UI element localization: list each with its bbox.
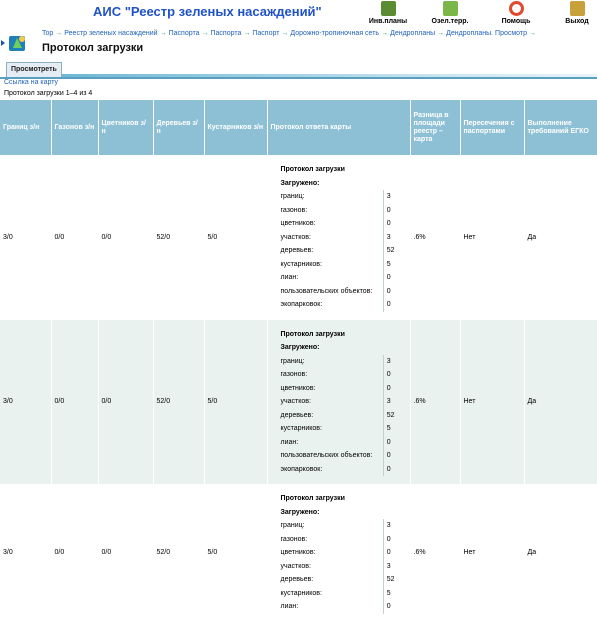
protocol-item xyxy=(278,436,398,450)
breadcrumb-link[interactable]: Паспорт xyxy=(252,30,280,37)
breadcrumb xyxy=(42,30,538,37)
protocol-item-label: газонов: xyxy=(280,371,308,379)
protocol-item-value: 0 xyxy=(383,600,397,614)
protocol-item-value: 0 xyxy=(383,449,397,463)
nav-button-inventory-plans[interactable] xyxy=(358,0,418,27)
column-header-egko[interactable]: Выполнение требований ЕГКО xyxy=(524,100,597,155)
tab-underline xyxy=(0,77,597,79)
green-territory-icon xyxy=(443,1,458,16)
protocol-item xyxy=(278,285,398,299)
protocol-item xyxy=(278,355,398,369)
cell-shrubs: 5/0 xyxy=(204,155,267,320)
cell-borders: 3/0 xyxy=(0,155,51,320)
protocol-item xyxy=(278,395,398,409)
protocol-item-label: пользовательских объектов: xyxy=(280,452,373,460)
protocol-item xyxy=(278,546,398,560)
cell-lawns: 0/0 xyxy=(51,155,98,320)
breadcrumb-bar xyxy=(0,27,597,61)
cell-shrubs: 5/0 xyxy=(204,484,267,622)
protocol-loaded-label: Загружено: xyxy=(280,508,320,516)
protocol-item-label: газонов: xyxy=(280,535,308,543)
app-title: АИС "Реестр зеленых насаждений" xyxy=(93,4,322,19)
collapse-arrow-icon[interactable] xyxy=(1,40,5,46)
breadcrumb-separator-icon: → xyxy=(243,30,251,37)
protocol-item-value: 0 xyxy=(383,546,397,560)
protocol-item xyxy=(278,573,398,587)
protocol-item-value: 5 xyxy=(383,422,397,436)
protocol-item xyxy=(278,463,398,477)
protocol-item-label: лиан: xyxy=(280,438,299,446)
protocol-item xyxy=(278,382,398,396)
cell-area-diff: .6% xyxy=(410,320,460,485)
breadcrumb-link[interactable]: Реестр зеленых насаждений xyxy=(64,30,158,37)
protocol-item xyxy=(278,258,398,272)
column-header-trees[interactable]: Деревьев з/н xyxy=(153,100,204,155)
cell-trees: 52/0 xyxy=(153,320,204,485)
protocol-item-label: границ: xyxy=(280,522,305,530)
protocol-item-value: 52 xyxy=(383,409,397,423)
protocol-item xyxy=(278,587,398,601)
cell-intersections: Нет xyxy=(460,484,524,622)
protocol-item-label: лиан: xyxy=(280,274,299,282)
protocol-item-value: 5 xyxy=(383,258,397,272)
protocol-item xyxy=(278,533,398,547)
nav-button-exit[interactable] xyxy=(547,0,597,27)
tab-strip xyxy=(0,62,597,77)
breadcrumb-link[interactable]: Top xyxy=(42,30,54,37)
cell-area-diff: .6% xyxy=(410,155,460,320)
protocol-item-value: 0 xyxy=(383,463,397,477)
protocol-item xyxy=(278,190,398,204)
cell-trees: 52/0 xyxy=(153,155,204,320)
protocol-item-label: кустарников: xyxy=(280,589,322,597)
column-header-intersections[interactable]: Пересечения с паспортами xyxy=(460,100,524,155)
cell-lawns: 0/0 xyxy=(51,320,98,485)
protocol-loaded-label: Загружено: xyxy=(280,344,320,352)
column-header-shrubs[interactable]: Кустарников з/н xyxy=(204,100,267,155)
protocol-title: Протокол загрузки xyxy=(280,330,345,338)
protocol-item-value: 3 xyxy=(383,231,397,245)
cell-area-diff: .6% xyxy=(410,484,460,622)
nav-label: Выход xyxy=(565,18,589,25)
cell-egko: Да xyxy=(524,155,597,320)
page-title: Протокол загрузки xyxy=(42,42,144,54)
cell-protocol xyxy=(267,155,410,320)
help-lifebuoy-icon xyxy=(509,1,524,16)
cell-egko: Да xyxy=(524,484,597,622)
protocol-item-value: 52 xyxy=(383,573,397,587)
exit-door-icon xyxy=(570,1,585,16)
breadcrumb-link[interactable]: Паспорта xyxy=(168,30,200,37)
protocol-summary xyxy=(278,163,398,312)
column-header-lawns[interactable]: Газонов з/н xyxy=(51,100,98,155)
protocol-item-value: 3 xyxy=(383,560,397,574)
protocol-item xyxy=(278,422,398,436)
breadcrumb-link[interactable]: Паспорта xyxy=(210,30,242,37)
protocol-item-value: 0 xyxy=(383,298,397,312)
cell-protocol xyxy=(267,484,410,622)
protocol-item-value: 0 xyxy=(383,204,397,218)
protocol-item xyxy=(278,368,398,382)
breadcrumb-separator-icon: → xyxy=(55,30,63,37)
cell-flowerbeds: 0/0 xyxy=(98,484,153,622)
protocol-item xyxy=(278,409,398,423)
cell-flowerbeds: 0/0 xyxy=(98,320,153,485)
protocol-item-label: границ: xyxy=(280,357,305,365)
table-row[interactable] xyxy=(0,320,597,485)
protocol-item-value: 0 xyxy=(383,285,397,299)
nav-button-help[interactable] xyxy=(486,0,546,27)
protocol-item-value: 0 xyxy=(383,436,397,450)
column-header-protocol[interactable]: Протокол ответа карты xyxy=(267,100,410,155)
top-bar xyxy=(0,0,597,27)
protocol-item-label: участков: xyxy=(280,562,311,570)
protocol-item-value: 0 xyxy=(383,533,397,547)
registry-logo-icon xyxy=(7,31,29,53)
protocol-item-value: 0 xyxy=(383,217,397,231)
protocol-title: Протокол загрузки xyxy=(280,495,345,503)
protocol-loaded-label: Загружено: xyxy=(280,179,320,187)
breadcrumb-link[interactable]: Дорожно-тропиночная сеть xyxy=(290,30,380,37)
cell-shrubs: 5/0 xyxy=(204,320,267,485)
protocol-item xyxy=(278,449,398,463)
protocol-item-label: участков: xyxy=(280,233,311,241)
protocol-item-label: кустарников: xyxy=(280,260,322,268)
protocol-item xyxy=(278,600,398,614)
protocol-item xyxy=(278,560,398,574)
protocol-item xyxy=(278,271,398,285)
protocol-item-label: цветников: xyxy=(280,549,316,557)
protocol-item-label: цветников: xyxy=(280,220,316,228)
protocol-item-label: цветников: xyxy=(280,384,316,392)
protocol-item-label: деревьев: xyxy=(280,576,314,584)
map-link[interactable]: Ссылка на карту xyxy=(4,79,59,86)
protocol-item-value: 52 xyxy=(383,244,397,258)
cell-borders: 3/0 xyxy=(0,484,51,622)
tab-view[interactable]: Просмотреть xyxy=(6,62,62,77)
protocol-item-value: 3 xyxy=(383,190,397,204)
inventory-plans-icon xyxy=(381,1,396,16)
nav-label: Инв.планы xyxy=(368,18,408,25)
protocol-item-value: 3 xyxy=(383,395,397,409)
protocol-item-value: 0 xyxy=(383,368,397,382)
upload-protocol-table xyxy=(0,100,597,622)
record-counter: Протокол загрузки 1–4 из 4 xyxy=(4,90,93,97)
cell-trees: 52/0 xyxy=(153,484,204,622)
protocol-summary xyxy=(278,492,398,614)
protocol-item-value: 3 xyxy=(383,519,397,533)
protocol-item-label: деревьев: xyxy=(280,247,314,255)
protocol-item-label: границ: xyxy=(280,193,305,201)
table-header-row xyxy=(0,100,597,155)
cell-intersections: Нет xyxy=(460,320,524,485)
cell-lawns: 0/0 xyxy=(51,484,98,622)
breadcrumb-separator-icon: → xyxy=(281,30,289,37)
protocol-item xyxy=(278,231,398,245)
breadcrumb-separator-icon: → xyxy=(529,30,537,37)
protocol-item xyxy=(278,217,398,231)
protocol-summary xyxy=(278,328,398,477)
protocol-item xyxy=(278,519,398,533)
cell-borders: 3/0 xyxy=(0,320,51,485)
cell-egko: Да xyxy=(524,320,597,485)
protocol-item-label: экопарковок: xyxy=(280,301,323,309)
breadcrumb-link[interactable]: Дендропланы. Просмотр xyxy=(446,30,528,37)
protocol-item-label: экопарковок: xyxy=(280,465,323,473)
breadcrumb-separator-icon: → xyxy=(437,30,445,37)
protocol-item-label: газонов: xyxy=(280,206,308,214)
cell-protocol xyxy=(267,320,410,485)
nav-label: Озел.терр. xyxy=(431,18,469,25)
protocol-item-label: участков: xyxy=(280,398,311,406)
protocol-item-label: кустарников: xyxy=(280,425,322,433)
column-header-flowerbeds[interactable]: Цветников з/н xyxy=(98,100,153,155)
protocol-title: Протокол загрузки xyxy=(280,166,345,174)
protocol-item-value: 3 xyxy=(383,355,397,369)
protocol-item-label: деревьев: xyxy=(280,411,314,419)
breadcrumb-separator-icon: → xyxy=(381,30,389,37)
protocol-item xyxy=(278,244,398,258)
protocol-item-value: 0 xyxy=(383,382,397,396)
protocol-item-label: пользовательских объектов: xyxy=(280,287,373,295)
protocol-item-value: 5 xyxy=(383,587,397,601)
table-row[interactable] xyxy=(0,155,597,320)
protocol-item xyxy=(278,204,398,218)
cell-intersections: Нет xyxy=(460,155,524,320)
column-header-area-diff[interactable]: Разница в площади реестр – карта xyxy=(410,100,460,155)
nav-label: Помощь xyxy=(501,18,531,25)
breadcrumb-separator-icon: → xyxy=(201,30,209,37)
breadcrumb-link[interactable]: Дендропланы xyxy=(390,30,436,37)
protocol-item-value: 0 xyxy=(383,271,397,285)
protocol-item xyxy=(278,298,398,312)
protocol-item-label: лиан: xyxy=(280,603,299,611)
cell-flowerbeds: 0/0 xyxy=(98,155,153,320)
breadcrumb-separator-icon: → xyxy=(159,30,167,37)
column-header-borders[interactable]: Границ з/н xyxy=(0,100,51,155)
table-row[interactable] xyxy=(0,484,597,622)
nav-button-green-territory[interactable] xyxy=(420,0,480,27)
